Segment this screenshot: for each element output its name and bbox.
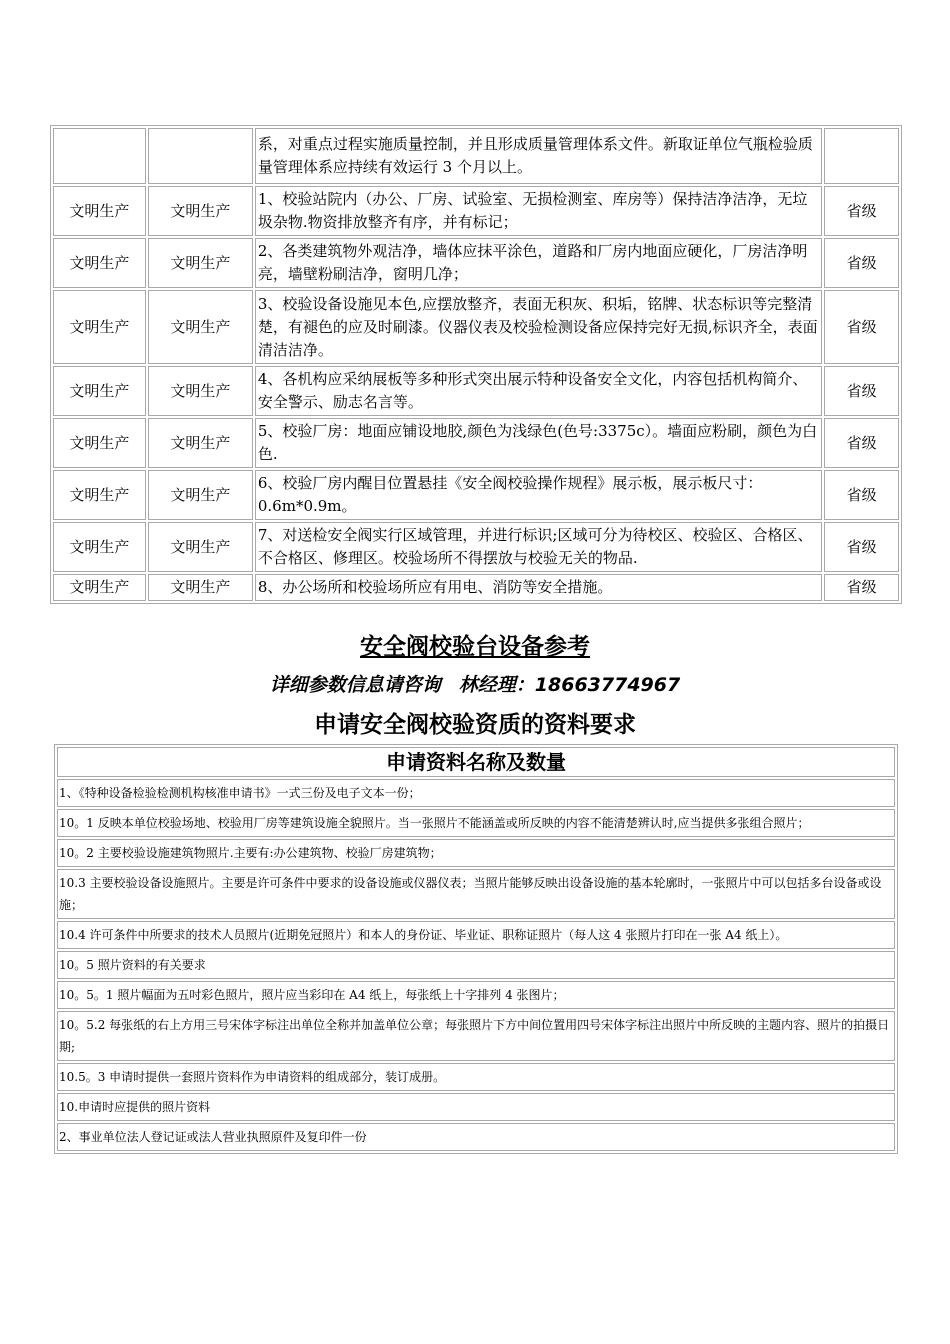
table-row (57, 809, 895, 837)
level-cell (824, 128, 899, 184)
material-item: 10.申请时应提供的照片资料 (57, 1093, 895, 1121)
materials-table (54, 744, 898, 1154)
requirement-cell: 8、办公场所和校验场所应有用电、消防等安全措施。 (255, 574, 822, 601)
subcategory-cell: 文明生产 (148, 290, 253, 364)
table-row (57, 1063, 895, 1091)
table-row (53, 186, 899, 236)
material-item: 1、《特种设备检验检测机构核准申请书》一式三份及电子文本一份； (57, 779, 895, 807)
subcategory-cell: 文明生产 (148, 366, 253, 416)
table-row (53, 290, 899, 364)
table-row (53, 128, 899, 184)
subcategory-cell: 文明生产 (148, 470, 253, 520)
category-cell: 文明生产 (53, 186, 146, 236)
requirements-table (50, 125, 902, 604)
level-cell: 省级 (824, 418, 899, 468)
subcategory-cell: 文明生产 (148, 418, 253, 468)
level-cell: 省级 (824, 290, 899, 364)
category-cell: 文明生产 (53, 470, 146, 520)
table-row (57, 869, 895, 919)
table-row (53, 522, 899, 572)
table-row (53, 470, 899, 520)
table-row (53, 574, 899, 601)
table-row (57, 951, 895, 979)
requirement-cell: 1、校验站院内（办公、厂房、试验室、无损检测室、库房等）保持洁净洁净，无垃圾杂物.物资排放整齐有序，并有标记； (255, 186, 822, 236)
requirement-cell: 4、各机构应采纳展板等多种形式突出展示特种设备安全文化，内容包括机构简介、安全警示、励志名言等。 (255, 366, 822, 416)
material-item: 10。5.2 每张纸的右上方用三号宋体字标注出单位全称并加盖单位公章；每张照片下方中间位置用四号宋体字标注出照片中所反映的主题内容、照片的拍摄日期; (57, 1011, 895, 1061)
table-row (57, 1123, 895, 1151)
requirement-cell: 7、对送检安全阀实行区域管理，并进行标识;区域可分为待校区、校验区、合格区、不合格区、修理区。校验场所不得摆放与校验无关的物品. (255, 522, 822, 572)
contact-line (0, 670, 950, 697)
table-row (53, 418, 899, 468)
category-cell: 文明生产 (53, 366, 146, 416)
table-row (53, 238, 899, 288)
material-item: 10.5。3 申请时提供一套照片资料作为申请资料的组成部分，装订成册。 (57, 1063, 895, 1091)
level-cell: 省级 (824, 186, 899, 236)
subcategory-cell (148, 128, 253, 184)
material-item: 10.4 许可条件中所要求的技术人员照片(近期免冠照片）和本人的身份证、毕业证、职称证照片（每人这 4 张照片打印在一张 A4 纸上）。 (57, 921, 895, 949)
category-cell: 文明生产 (53, 238, 146, 288)
requirement-cell: 6、校验厂房内醒目位置悬挂《安全阀校验操作规程》展示板，展示板尺寸：0.6m*0.9m。 (255, 470, 822, 520)
level-cell: 省级 (824, 238, 899, 288)
requirements-table-body (53, 128, 899, 601)
requirement-cell: 系，对重点过程实施质量控制，并且形成质量管理体系文件。新取证单位气瓶检验质量管理体系应持续有效运行 3 个月以上。 (255, 128, 822, 184)
subcategory-cell: 文明生产 (148, 238, 253, 288)
level-cell: 省级 (824, 522, 899, 572)
requirement-cell: 3、校验设备设施见本色,应摆放整齐，表面无积灰、积垢，铭牌、状态标识等完整清楚，有褪色的应及时刷漆。仪器仪表及校验检测设备应保持完好无损,标识齐全，表面清洁洁净。 (255, 290, 822, 364)
requirement-cell: 5、校验厂房：地面应铺设地胶,颜色为浅绿色(色号:3375c）。墙面应粉刷，颜色为白色. (255, 418, 822, 468)
contact-person: 林经理：18663774967 (458, 674, 681, 696)
equipment-reference-heading: 安全阀校验台设备参考 (360, 633, 590, 660)
category-cell (53, 128, 146, 184)
contact-label: 详细参数信息请咨询 (269, 674, 441, 696)
requirement-cell: 2、各类建筑物外观洁净，墙体应抹平涂色，道路和厂房内地面应硬化，厂房洁净明亮，墙壁粉刷洁净，窗明几净； (255, 238, 822, 288)
table-row (57, 1093, 895, 1121)
material-item: 10。1 反映本单位校验场地、校验用厂房等建筑设施全貌照片。当一张照片不能涵盖或所反映的内容不能清楚辨认时,应当提供多张组合照片； (57, 809, 895, 837)
table-row (53, 366, 899, 416)
level-cell: 省级 (824, 574, 899, 601)
category-cell: 文明生产 (53, 418, 146, 468)
subcategory-cell: 文明生产 (148, 186, 253, 236)
table-header: 申请资料名称及数量 (57, 747, 895, 777)
table-row (57, 921, 895, 949)
table-header-row (57, 747, 895, 777)
table-row (57, 1011, 895, 1061)
subcategory-cell: 文明生产 (148, 522, 253, 572)
page-title: 申请安全阀校验资质的资料要求 (314, 712, 636, 738)
table-row (57, 779, 895, 807)
category-cell: 文明生产 (53, 290, 146, 364)
material-item: 10.3 主要校验设备设施照片。主要是许可条件中要求的设备设施或仪器仪表；当照片能够反映出设备设施的基本轮廓时，一张照片中可以包括多台设备或设施； (57, 869, 895, 919)
material-item: 10。5。1 照片幅面为五吋彩色照片，照片应当彩印在 A4 纸上，每张纸上十字排列 4 张图片； (57, 981, 895, 1009)
level-cell: 省级 (824, 366, 899, 416)
subcategory-cell: 文明生产 (148, 574, 253, 601)
level-cell: 省级 (824, 470, 899, 520)
material-item: 10。2 主要校验设施建筑物照片.主要有:办公建筑物、校验厂房建筑物； (57, 839, 895, 867)
material-item: 10。5 照片资料的有关要求 (57, 951, 895, 979)
category-cell: 文明生产 (53, 574, 146, 601)
table-row (57, 839, 895, 867)
table-row (57, 981, 895, 1009)
material-item: 2、事业单位法人登记证或法人营业执照原件及复印件一份 (57, 1123, 895, 1151)
category-cell: 文明生产 (53, 522, 146, 572)
